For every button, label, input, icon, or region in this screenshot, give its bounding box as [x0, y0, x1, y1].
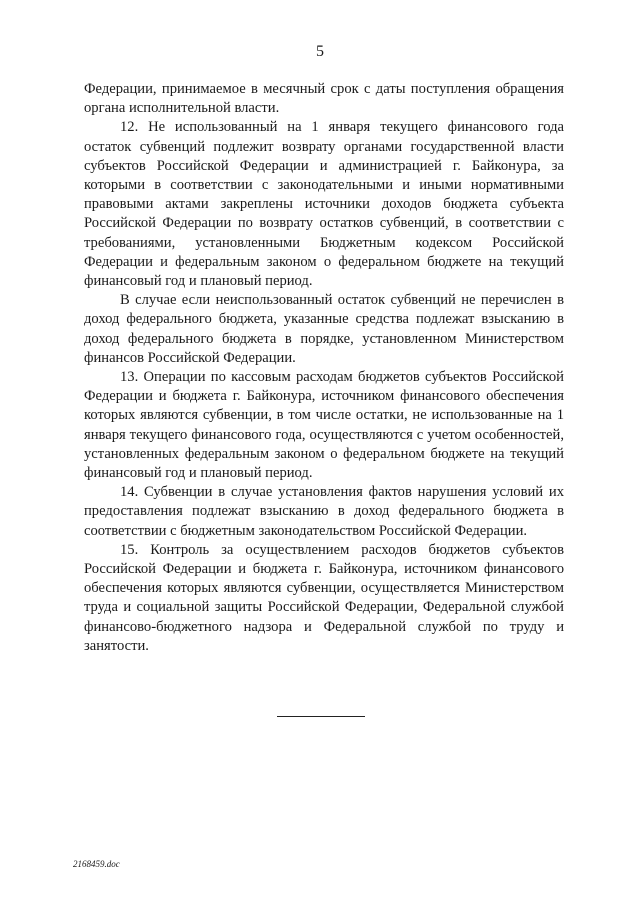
paragraph-item-15: 15. Контроль за осуществлением расходов бюджетов субъектов Российской Федерации и бюджета г. Байконура, источником финансового обеспечения которых являются субвенции, осуществляется Министерством труда и социальной защиты Российской Федерации, Федеральной службой финансово-бюджетного надзора и Федеральной службой по труду и занятости. [84, 541, 564, 654]
end-divider [277, 716, 365, 717]
paragraph-item-12: 12. Не использованный на 1 января текущего финансового года остаток субвенций подлежит возврату органами государственной власти субъектов Российской Федерации и администрацией г. Байконура, за которыми в соответствии с законодательными и иными нормативными правовыми актами закреплены источники доходов бюджета субъекта Российской Федерации по возврату остатков субвенций, в соответствии с требованиями, установленными Бюджетным кодексом Российской Федерации и федеральным законом о федеральном бюджете на текущий финансовый год и плановый период. [84, 119, 564, 290]
document-body [84, 80, 564, 656]
paragraph-item-13: 13. Операции по кассовым расходам бюджетов субъектов Российской Федерации и бюджета г. Байконура, источником финансового обеспечения которых являются субвенции, в том числе остатки, не использованные на 1 января текущего финансового года, осуществляются с учетом особенностей, установленных федеральным законом о федеральном бюджете на текущий финансовый год и плановый период. [84, 369, 564, 482]
page-number: 5 [316, 43, 324, 60]
paragraph-unused-balance: В случае если неиспользованный остаток субвенций не перечислен в доход федерального бюджета, указанные средства подлежат взысканию в доход федерального бюджета в порядке, установленном Министерством финансов Российской Федерации. [84, 292, 564, 366]
paragraph-continuation: Федерации, принимаемое в месячный срок с даты поступления обращения органа исполнительной власти. [84, 81, 564, 117]
paragraph-item-14: 14. Субвенции в случае установления фактов нарушения условий их предоставления подлежат взысканию в доход федерального бюджета в соответствии с бюджетным законодательством Российской Федерации. [84, 484, 564, 539]
document-filename: 2168459.doc [73, 859, 120, 869]
